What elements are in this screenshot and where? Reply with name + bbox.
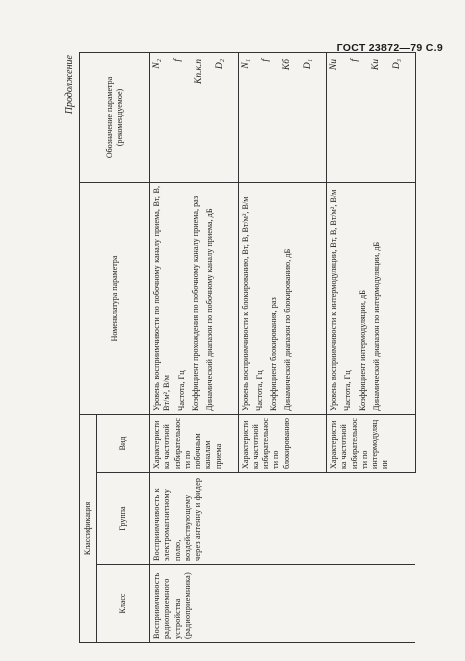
kind-cell: Характеристика частотной избирательности по интермодуляции (327, 414, 416, 472)
param-item: Уровень восприимчивости к блокированию, Вт, В, Вт/м², В/м (240, 196, 250, 411)
nomenclature-cell (150, 182, 239, 414)
designation-cell (238, 52, 327, 182)
param-item: Уровень восприимчивости по побочному каналу приема, Вт, В, Вт/м², В/м (152, 185, 172, 411)
symbol-item: f (261, 58, 272, 62)
param-item: Частота, Гц (176, 370, 186, 411)
symbol-item: Nи (329, 58, 339, 71)
symbol-item: N₁ (240, 58, 251, 69)
symbol-item: D₃ (391, 58, 402, 70)
param-item: Частота, Гц (343, 370, 353, 411)
continued-label: Продолжение (64, 55, 75, 115)
kind-header: Вид (97, 414, 150, 472)
parameter-table (79, 52, 416, 643)
rotated-table-frame (62, 53, 442, 643)
designation-header: Обозначение параметра (рекомендуемое) (80, 52, 150, 182)
symbol-item: D₂ (214, 58, 225, 70)
symbol-item: Kб (282, 58, 293, 71)
symbol-item: f (172, 58, 183, 62)
group-header: Группа (97, 473, 150, 565)
table-row (150, 52, 239, 642)
param-item: Коэффициент интермодуляции, дБ (357, 290, 367, 411)
nomenclature-header: Номенклатура параметра (80, 182, 150, 414)
symbol-item: N₂ (152, 58, 162, 69)
param-item: Уровень восприимчивости к интермодуляции, Вт, В, Вт/м², В/м (329, 189, 338, 411)
param-item: Динамический диапазон по интермодуляции, дБ (371, 241, 381, 411)
symbol-item: D₁ (303, 58, 314, 70)
symbol-item: f (349, 58, 360, 62)
symbol-item: Kи (370, 58, 381, 71)
class-cell: Восприимчивость радиоприемного устройства (радиоприемника) (150, 565, 416, 643)
kind-cell: Характеристика частотной избирательности по блокированию (238, 414, 327, 472)
param-item: Динамический диапазон по побочному каналу приема, дБ (205, 208, 214, 411)
param-item: Динамический диапазон по блокированию, дБ (283, 248, 293, 411)
nomenclature-cell (238, 182, 327, 414)
group-cell: Восприимчивость к электромагнитному полю, воздействующему через антенну и фидер (150, 473, 416, 565)
class-header: Класс (97, 565, 150, 643)
nomenclature-cell (327, 182, 416, 414)
symbol-item: Kп.к.п (193, 58, 204, 85)
param-item: Коэффициент блокирования, раз (269, 297, 278, 411)
document-reference: ГОСТ 23872—79 С.9 (336, 42, 443, 54)
kind-cell: Характеристика частотной избирательности по побочным каналам приема (150, 414, 239, 472)
param-item: Частота, Гц (254, 370, 264, 411)
param-item: Коэффициент прохождения по побочному каналу приема, раз (190, 195, 200, 411)
classification-header: Классификация (80, 414, 97, 642)
designation-cell (327, 52, 416, 182)
designation-cell (150, 52, 239, 182)
